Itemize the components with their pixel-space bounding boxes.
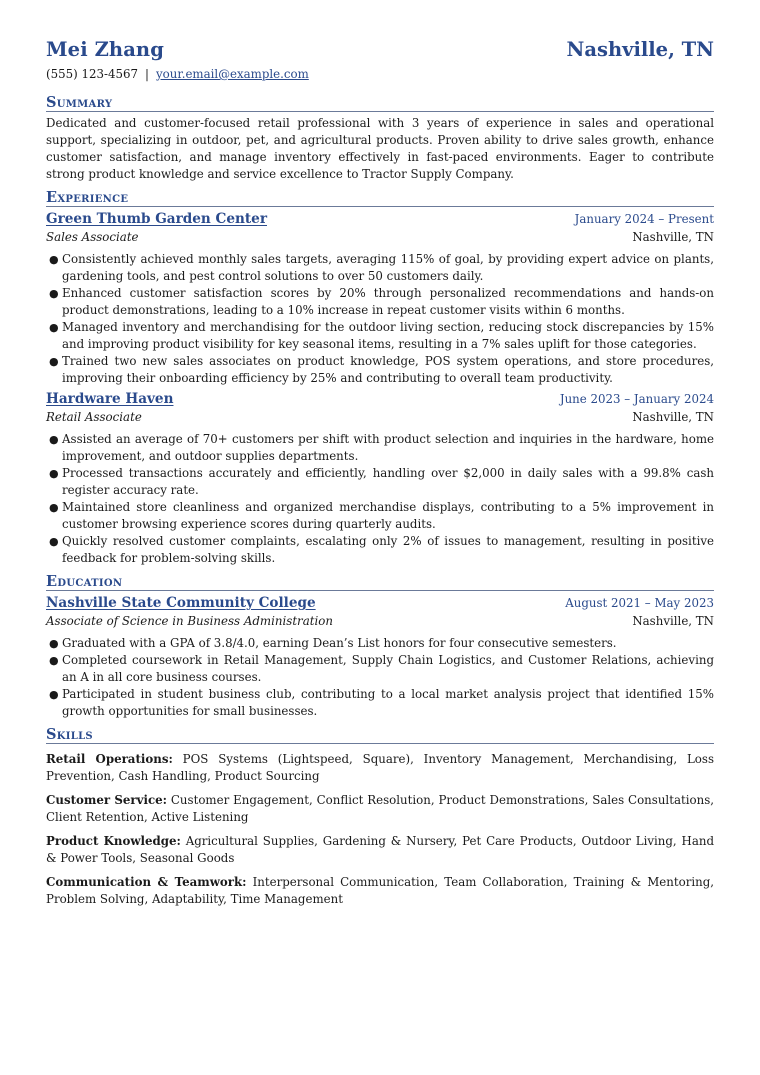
skill-category: Customer Service: bbox=[46, 793, 167, 807]
candidate-location: Nashville, TN bbox=[566, 38, 714, 61]
job-entry bbox=[46, 211, 714, 387]
bullet-icon: ● bbox=[49, 433, 59, 446]
job-entry bbox=[46, 391, 714, 567]
education-dates: August 2021 – May 2023 bbox=[565, 596, 714, 610]
degree-title: Associate of Science in Business Administration bbox=[46, 614, 333, 628]
bullet-item bbox=[49, 533, 714, 567]
bullet-text: Assisted an average of 70+ customers per shift with product selection and inquiries in the hardware, home improvement, and outdoor supplies departments. bbox=[62, 432, 714, 463]
bullet-text: Processed transactions accurately and efficiently, handling over $2,000 in daily sales with a 99.8% cash register accuracy rate. bbox=[62, 466, 714, 497]
bullet-item bbox=[49, 431, 714, 465]
bullet-text: Completed coursework in Retail Management, Supply Chain Logistics, and Customer Relations, achieving an A in all core business courses. bbox=[62, 653, 714, 684]
bullet-icon: ● bbox=[49, 637, 59, 650]
bullet-item bbox=[49, 285, 714, 319]
bullet-icon: ● bbox=[49, 535, 59, 548]
bullet-text: Participated in student business club, contributing to a local market analysis project that identified 15% growth opportunities for small businesses. bbox=[62, 687, 714, 718]
bullet-text: Managed inventory and merchandising for the outdoor living section, reducing stock discrepancies by 15% and improving product visibility for key seasonal items, resulting in a 7% sales uplift for those categories. bbox=[62, 320, 714, 351]
bullet-icon: ● bbox=[49, 688, 59, 701]
candidate-name: Mei Zhang bbox=[46, 38, 164, 61]
skill-row bbox=[46, 792, 714, 826]
phone-number: (555) 123-4567 bbox=[46, 67, 138, 81]
skills-section bbox=[46, 726, 714, 908]
school-location: Nashville, TN bbox=[632, 614, 714, 628]
resume-header bbox=[46, 38, 714, 61]
section-title-skills: Skills bbox=[46, 726, 714, 744]
bullet-icon: ● bbox=[49, 355, 59, 368]
skill-list: POS Systems (Lightspeed, Square), Inventory Management, Merchandising, Loss Prevention, Cash Handling, Product Sourcing bbox=[46, 752, 715, 783]
section-title-summary: Summary bbox=[46, 94, 714, 112]
skill-list: Agricultural Supplies, Gardening & Nursery, Pet Care Products, Outdoor Living, Hand & Power Tools, Seasonal Goods bbox=[46, 834, 715, 865]
section-title-education: Education bbox=[46, 573, 714, 591]
bullet-text: Quickly resolved customer complaints, escalating only 2% of issues to management, resulting in positive feedback for problem-solving skills. bbox=[62, 534, 714, 565]
job-location: Nashville, TN bbox=[632, 410, 714, 424]
job-title: Retail Associate bbox=[46, 410, 142, 424]
bullet-item bbox=[49, 319, 714, 353]
email-link[interactable]: your.email@example.com bbox=[155, 67, 309, 81]
bullet-icon: ● bbox=[49, 501, 59, 514]
job-bullets bbox=[46, 251, 714, 387]
job-dates: January 2024 – Present bbox=[574, 212, 714, 226]
school-link[interactable]: Nashville State Community College bbox=[46, 595, 316, 611]
bullet-icon: ● bbox=[49, 287, 59, 300]
bullet-item bbox=[49, 686, 714, 720]
bullet-text: Trained two new sales associates on product knowledge, POS system operations, and store procedures, improving their onboarding efficiency by 25% and contributing to overall team productivity. bbox=[62, 354, 714, 385]
skill-list: Interpersonal Communication, Team Collaboration, Training & Mentoring, Problem Solving, Adaptability, Time Management bbox=[46, 875, 715, 906]
bullet-item bbox=[49, 652, 714, 686]
bullet-item bbox=[49, 499, 714, 533]
job-dates: June 2023 – January 2024 bbox=[559, 392, 714, 406]
summary-text: Dedicated and customer-focused retail professional with 3 years of experience in sales and operational support, specializing in outdoor, pet, and agricultural products. Proven ability to drive sales growth, enhance customer satisfaction, and manage inventory effectively in fast-paced environments. Eager to contribute strong product knowledge and service excellence to Tractor Supply Company. bbox=[46, 116, 714, 181]
education-section bbox=[46, 573, 714, 720]
skill-list: Customer Engagement, Conflict Resolution, Product Demonstrations, Sales Consultations, Client Retention, Active Listening bbox=[46, 793, 714, 824]
skill-row bbox=[46, 751, 714, 785]
skill-category: Retail Operations: bbox=[46, 752, 173, 766]
bullet-item bbox=[49, 465, 714, 499]
bullet-item bbox=[49, 635, 714, 652]
bullet-text: Graduated with a GPA of 3.8/4.0, earning Dean’s List honors for four consecutive semesters. bbox=[62, 636, 617, 650]
contact-separator: | bbox=[145, 67, 149, 81]
job-bullets bbox=[46, 431, 714, 567]
summary-section bbox=[46, 94, 714, 183]
employer-link[interactable]: Hardware Haven bbox=[46, 391, 174, 407]
bullet-text: Consistently achieved monthly sales targets, averaging 115% of goal, by providing expert advice on plants, gardening tools, and pest control solutions to over 50 customers daily. bbox=[62, 252, 714, 283]
bullet-icon: ● bbox=[49, 467, 59, 480]
education-bullets bbox=[46, 635, 714, 720]
section-title-experience: Experience bbox=[46, 189, 714, 207]
bullet-item bbox=[49, 353, 714, 387]
employer-link[interactable]: Green Thumb Garden Center bbox=[46, 211, 267, 227]
experience-section bbox=[46, 189, 714, 567]
contact-line bbox=[46, 66, 714, 82]
bullet-item bbox=[49, 251, 714, 285]
skill-row bbox=[46, 833, 714, 867]
bullet-icon: ● bbox=[49, 321, 59, 334]
skill-category: Communication & Teamwork: bbox=[46, 875, 247, 889]
bullet-text: Maintained store cleanliness and organized merchandise displays, contributing to a 5% improvement in customer browsing experience scores during quarterly audits. bbox=[62, 500, 714, 531]
skill-row bbox=[46, 874, 714, 908]
skill-category: Product Knowledge: bbox=[46, 834, 181, 848]
job-location: Nashville, TN bbox=[632, 230, 714, 244]
bullet-icon: ● bbox=[49, 253, 59, 266]
bullet-icon: ● bbox=[49, 654, 59, 667]
job-title: Sales Associate bbox=[46, 230, 139, 244]
bullet-text: Enhanced customer satisfaction scores by 20% through personalized recommendations and hands-on product demonstrations, leading to a 10% increase in repeat customer visits within 6 months. bbox=[62, 286, 714, 317]
